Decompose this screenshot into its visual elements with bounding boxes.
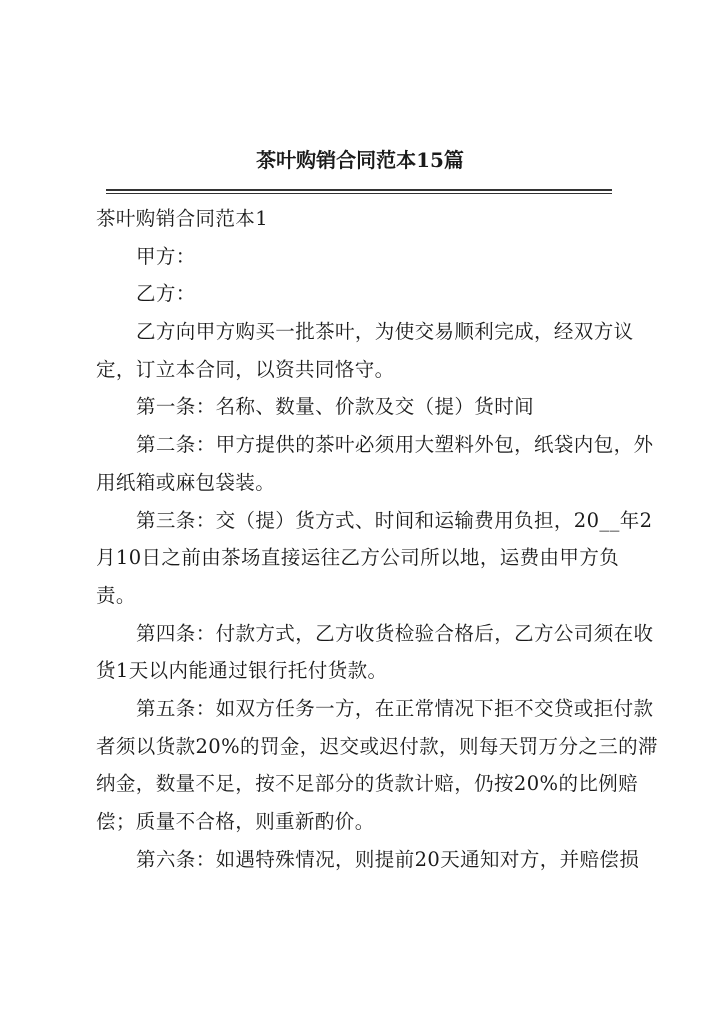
text-line: 甲方： <box>136 244 196 268</box>
text-line: 第二条：甲方提供的茶叶必须用大塑料外包，纸袋内包，外 <box>136 433 654 457</box>
section-heading: 茶叶购销合同范本1 <box>96 207 269 230</box>
text-line: 乙方： <box>136 282 196 306</box>
text-line: 第四条：付款方式，乙方收货检验合格后，乙方公司须在收 <box>136 621 654 645</box>
text-line: 第六条：如遇特殊情况，则提前20天通知对方，并赔偿损 <box>136 847 640 871</box>
text-line: 责。 <box>96 583 136 607</box>
text-line: 偿；质量不合格，则重新酌价。 <box>96 810 375 833</box>
document-body <box>96 204 658 882</box>
text-line: 用纸箱或麻包袋装。 <box>96 470 276 494</box>
text-line: 第五条：如双方任务一方，在正常情况下拒不交贷或拒付款 <box>136 696 654 720</box>
text-line: 纳金，数量不足，按不足部分的货款计赔，仍按20%的比例赔 <box>96 772 639 796</box>
text-line: 定，订立本合同，以资共同恪守。 <box>96 357 395 381</box>
title-divider <box>106 189 612 194</box>
text-line: 第三条：交（提）货方式、时间和运输费用负担，20__年2 <box>136 508 653 532</box>
text-line: 者须以货款20%的罚金，迟交或迟付款，则每天罚万分之三的滞 <box>96 734 658 758</box>
document-title: 茶叶购销合同范本15篇 <box>256 148 464 172</box>
text-line: 月10日之前由茶场直接运往乙方公司所以地，运费由甲方负 <box>96 546 620 570</box>
text-line: 乙方向甲方购买一批茶叶，为使交易顺利完成，经双方议 <box>136 320 634 344</box>
text-line: 货1天以内能通过银行托付货款。 <box>96 659 388 683</box>
text-line: 第一条：名称、数量、价款及交（提）货时间 <box>136 395 535 419</box>
